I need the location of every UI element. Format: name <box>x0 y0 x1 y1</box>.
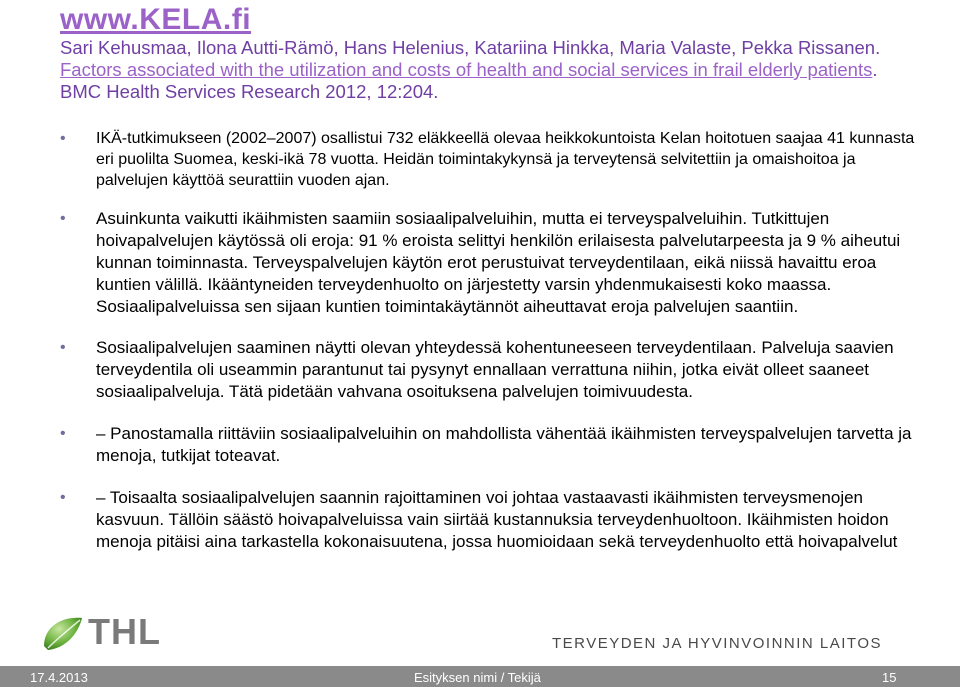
footer-bar <box>0 666 960 687</box>
bullet-text: – Toisaalta sosiaalipalvelujen saannin rajoittaminen voi johtaa vastaavasti ikäihmisten terveysmenojen kasvuun. Tällöin säästö hoivapalveluissa vain siirtää kustannuksia terveydenhuoltoon. Ikäihmisten hoidon menoja pitäisi aina tarkastella kokonaisuutena, jossa huomioidaan sekä terveydenhuolto että hoivapalvelut <box>96 488 898 551</box>
footer-date: 17.4.2013 <box>30 670 88 685</box>
citation-authors: Sari Kehusmaa, Ilona Autti-Rämö, Hans Helenius, Katariina Hinkka, Maria Valaste, Pekka Rissanen. <box>60 37 881 58</box>
thl-logo-text: THL <box>88 611 161 652</box>
bullet-text: IKÄ-tutkimukseen (2002–2007) osallistui 732 eläkkeellä olevaa heikkokuntoista Kelan hoitotuen saajaa 41 kunnasta eri puolilta Suomea, keski-ikä 78 vuotta. Heidän toimintakykynsä ja terveytensä selvitettiin ja omaishoitoa ja palvelujen käyttöä seurattiin vuoden ajan. <box>96 130 915 189</box>
bullet-text: – Panostamalla riittäviin sosiaalipalveluihin on mahdollista vähentää ikäihmisten terveyspalvelujen tarvetta ja menoja, tutkijat toteavat. <box>96 424 912 465</box>
citation <box>60 37 910 103</box>
list-item <box>60 487 920 553</box>
page-title[interactable]: www.KELA.fi <box>60 3 252 36</box>
bullet-text: Asuinkunta vaikutti ikäihmisten saamiin sosiaalipalveluihin, mutta ei terveyspalveluihin. Tutkittujen hoivapalvelujen käytössä oli eroja: 91 % eroista selittyi henkilön erilaisesta palvelutarpeesta ja 9 % aiheutui kunnan toiminnasta. Terveyspalvelujen käytön erot perustuivat terveydentilaan, eikä niissä havaittu eroa kuntien välillä. Ikääntyneiden terveydenhuolto on järjestetty varsin yhdenmukaisesti koko maassa. Sosiaalipalveluissa sen sijaan kuntien toimintakäytännöt aiheuttavat eroja palvelujen saantiin. <box>96 209 901 316</box>
bullet-icon: • <box>60 339 66 356</box>
list-item <box>60 423 920 467</box>
citation-article-link[interactable]: Factors associated with the utilization and costs of health and social services in frail elderly patients <box>60 59 873 80</box>
list-item <box>60 208 920 318</box>
bullet-icon: • <box>60 210 66 227</box>
organization-name: TERVEYDEN JA HYVINVOINNIN LAITOS <box>551 635 882 652</box>
bullet-text: Sosiaalipalvelujen saaminen näytti olevan yhteydessä kohentuneeseen terveydentilaan. Palveluja saavien terveydentila oli useammin parantunut tai pysynyt ennallaan verrattuna niihin, jotka eivät olleet saaneet sosiaalipalveluja. Tätä pidetään vahvana osoituksena palvelujen toimivuudesta. <box>96 338 894 401</box>
footer-presentation-name: Esityksen nimi / Tekijä <box>414 670 541 685</box>
bullet-icon: • <box>60 425 66 442</box>
bullet-icon: • <box>60 130 66 147</box>
list-item <box>60 128 920 191</box>
footer-page-number: 15 <box>882 670 897 685</box>
list-item <box>60 337 920 403</box>
citation-journal: . BMC Health Services Research 2012, 12:204. <box>60 59 878 102</box>
bullet-list <box>60 128 920 553</box>
bullet-icon: • <box>60 489 66 506</box>
